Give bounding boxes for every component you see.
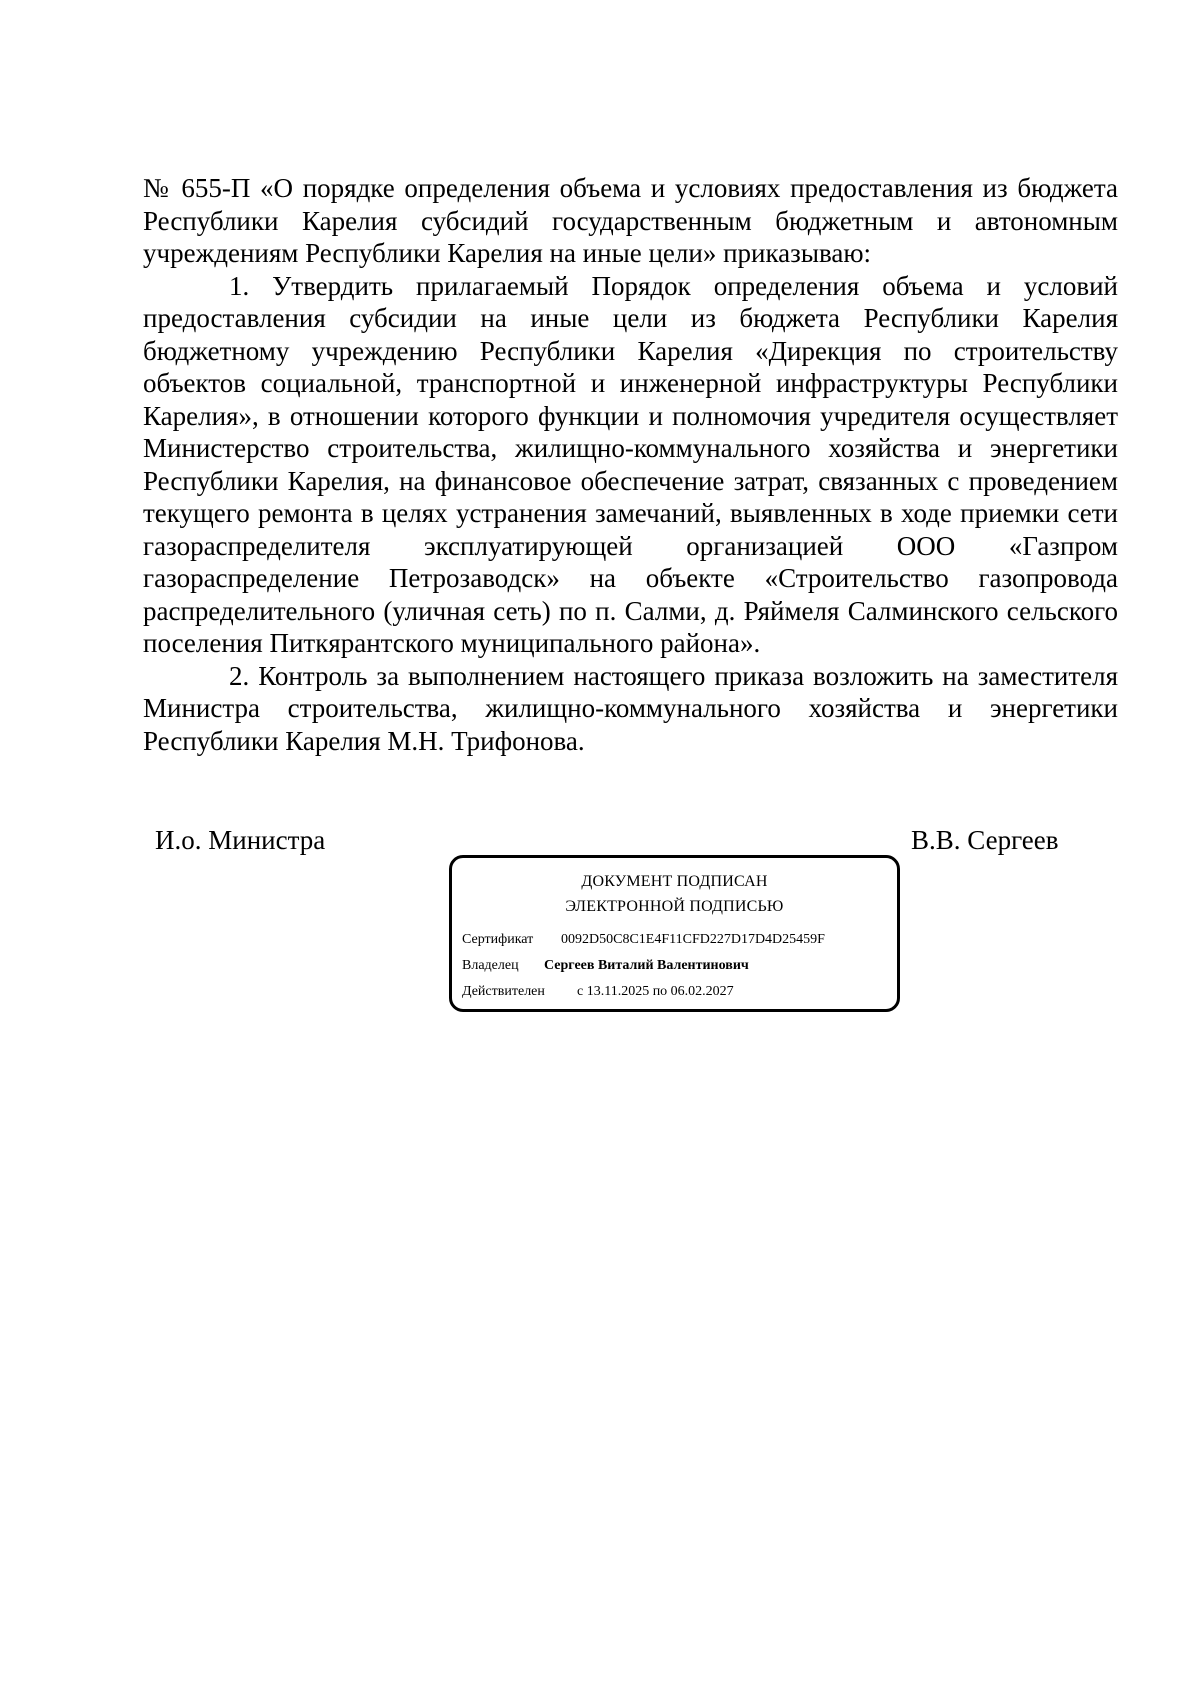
signatory-name: В.В. Сергеев [911,825,1059,855]
stamp-heading-line-2: ЭЛЕКТРОННОЙ ПОДПИСЬЮ [565,898,784,915]
paragraph-preamble: № 655-П «О порядке определения объема и условиях предоставления из бюджета Республики Карелия субсидий государственным бюджетным и автономным учреждениям Республики Карелия на иные цели» приказываю: [143,173,1118,268]
stamp-validity-label: Действителен [462,984,545,999]
paragraph-item-2: 2. Контроль за выполнением настоящего приказа возложить на заместителя Министра строительства, жилищно-коммунального хозяйства и энергетики Республики Карелия М.Н. Трифонова. [143,660,1118,756]
stamp-owner-value: Сергеев Виталий Валентинович [544,958,749,973]
stamp-certificate-label: Сертификат [462,932,534,947]
stamp-validity-value: с 13.11.2025 по 06.02.2027 [577,984,734,999]
stamp-certificate-row [462,931,825,949]
order-body [143,172,1118,757]
stamp-owner-label: Владелец [462,958,519,973]
stamp-certificate-value: 0092D50C8C1E4F11CFD227D17D4D25459F [561,932,825,947]
signatory-title: И.о. Министра [155,825,326,855]
stamp-heading [452,869,897,919]
paragraph-item-1: 1. Утвердить прилагаемый Порядок определения объема и условий предоставления субсидии на иные цели из бюджета Республики Карелия бюджетному учреждению Республики Карелия «Дирекция по строительству объектов социальной, транспортной и инженерной инфраструктуры Республики Карелия», в отношении которого функции и полномочия учредителя осуществляет Министерство строительства, жилищно-коммунального хозяйства и энергетики Республики Карелия, на финансовое обеспечение затрат, связанных с проведением текущего ремонта в целях устранения замечаний, выявленных в ходе приемки сети газораспределителя эксплуатирующей организацией ООО «Газпром газораспределение Петрозаводск» на объекте «Строительство газопровода распределительного (уличная сеть) по п. Салми, д. Ряймеля Салминского сельского поселения Питкярантского муниципального района». [143,270,1118,658]
stamp-validity-row [462,983,734,1001]
stamp-owner-row [462,957,749,975]
stamp-heading-line-1: ДОКУМЕНТ ПОДПИСАН [581,873,768,890]
